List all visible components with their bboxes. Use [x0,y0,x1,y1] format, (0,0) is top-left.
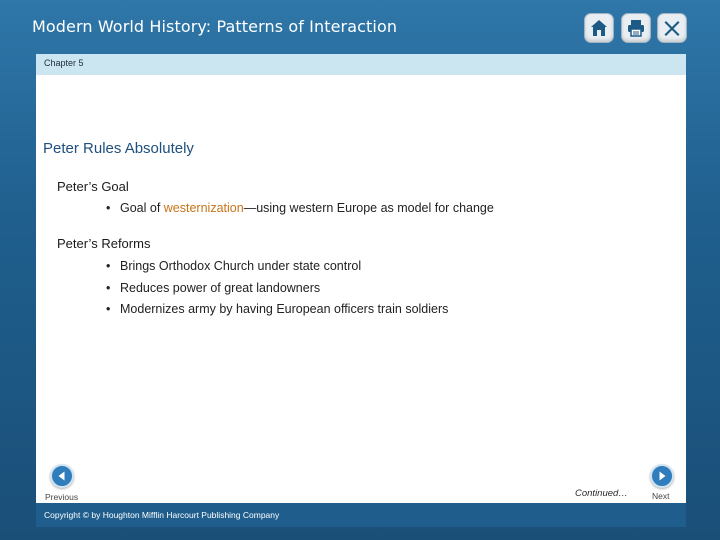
presentation-title: Modern World History: Patterns of Interaction [32,17,398,36]
bullet-marker: • [106,201,111,215]
slide-title: Peter Rules Absolutely [43,140,194,157]
bullet-reform-landowners [106,281,320,295]
bullet-marker: • [106,259,111,273]
close-icon [662,18,682,38]
chapter-bar [36,54,686,75]
close-button[interactable] [657,13,687,43]
previous-label[interactable]: Previous [45,492,79,502]
chapter-label: Chapter 5 [44,58,84,68]
bullet-text: Modernizes army by having European officers train soldiers [120,302,449,316]
print-icon [626,18,646,38]
print-button[interactable] [621,13,651,43]
bullet-text: Reduces power of great landowners [120,281,321,295]
bullet-goal [106,201,494,215]
arrow-right-icon [656,470,668,482]
copyright-text: Copyright © by Houghton Mifflin Harcourt Publishing Company [44,510,280,520]
next-button[interactable] [650,464,674,488]
arrow-left-icon [56,470,68,482]
footer-bar [36,503,686,527]
bullet-text: Brings Orthodox Church under state control [120,259,362,273]
bullet-marker: • [106,281,111,295]
home-icon [589,18,609,38]
bullet-reform-church [106,259,361,273]
bullet-text-after: —using western Europe as model for change [243,201,494,215]
previous-button[interactable] [50,464,74,488]
next-label[interactable]: Next [652,491,670,501]
home-button[interactable] [584,13,614,43]
bullet-reform-army [106,302,448,316]
bullet-marker: • [106,302,111,316]
section-heading-reforms: Peter’s Reforms [57,236,151,251]
continued-label: Continued… [575,488,628,499]
section-heading-goal: Peter’s Goal [57,179,129,194]
bullet-text-before: Goal of [120,201,164,215]
highlight-term: westernization [163,201,244,215]
slide-content [36,75,686,503]
